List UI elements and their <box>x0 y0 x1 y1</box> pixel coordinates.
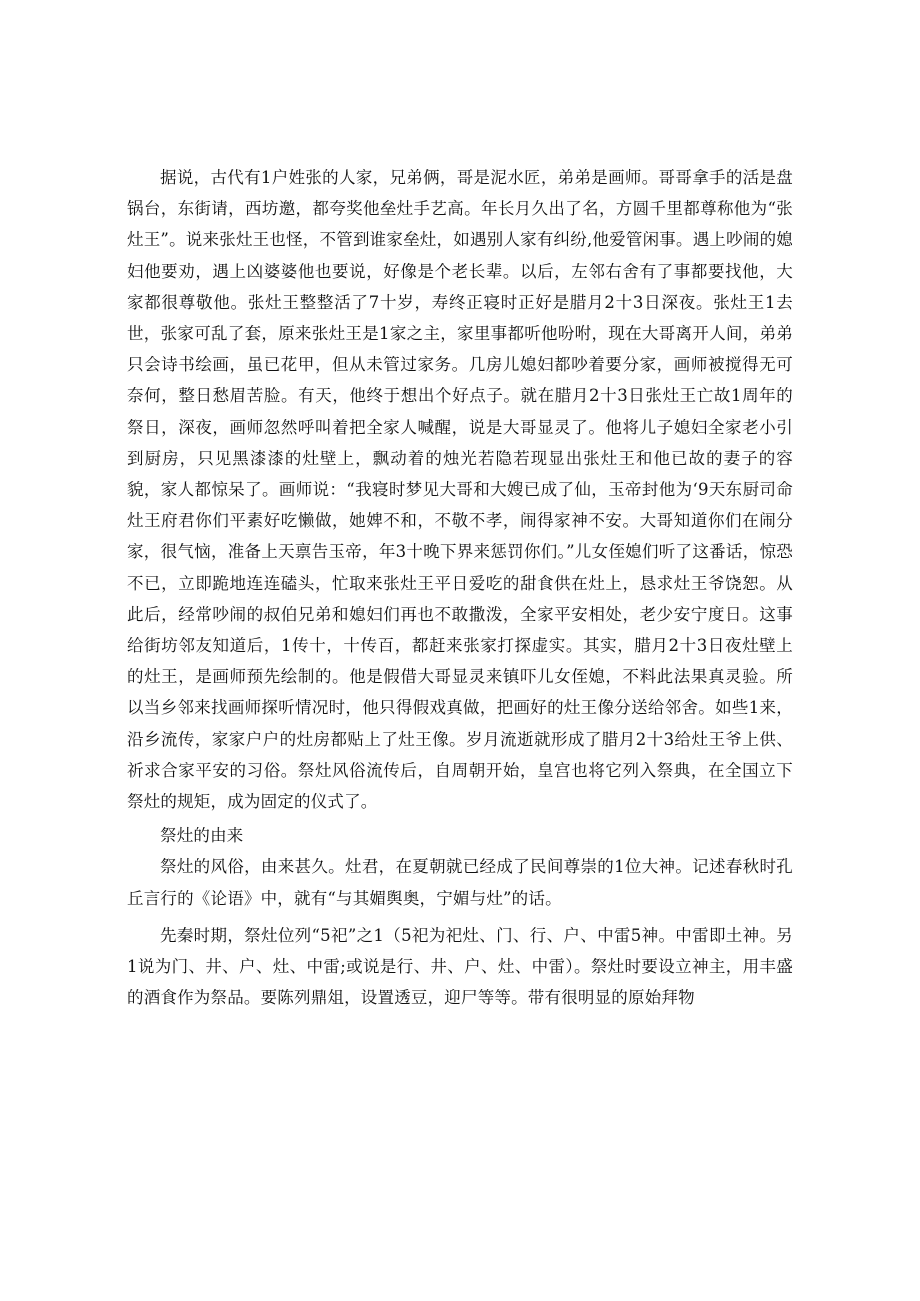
section-heading: 祭灶的由来 <box>160 826 244 846</box>
origin-paragraph: 祭灶的风俗，由来甚久。灶君，在夏朝就已经成了民间尊崇的1位大神。记述春秋时孔丘言行的《论语》中，就有“与其媚舆奥，宁媚与灶”的话。 <box>127 857 793 908</box>
pre-qin-paragraph: 先秦时期，祭灶位列“5祀”之1（5祀为祀灶、门、行、户、中雷5神。中雷即土神。另1说为门、井、户、灶、中雷;或说是行、井、户、灶、中雷）。祭灶时要设立神主，用丰盛的酒食作为祭品。要陈列鼎俎，设置透豆，迎尸等等。带有很明显的原始拜物 <box>127 925 793 1008</box>
story-paragraph: 据说，古代有1户姓张的人家，兄弟俩，哥是泥水匠，弟弟是画师。哥哥拿手的活是盘锅台，东街请，西坊邀，都夸奖他垒灶手艺高。年长月久出了名，方圆千里都尊称他为“张灶王”。说来张灶王也怪，不管到谁家垒灶，如遇别人家有纠纷,他爱管闲事。遇上吵闹的媳妇他要劝，遇上凶婆婆他也要说，好像是个老长辈。以后，左邻右舍有了事都要找他，大家都很尊敬他。张灶王整整活了7十岁，寿终正寝时正好是腊月2十3日深夜。张灶王1去世，张家可乱了套，原来张灶王是1家之主，家里事都听他吩咐，现在大哥离开人间，弟弟只会诗书绘画，虽已花甲，但从未管过家务。几房儿媳妇都吵着要分家，画师被搅得无可奈何，整日愁眉苦脸。有天，他终于想出个好点子。就在腊月2十3日张灶王亡故1周年的祭日，深夜，画师忽然呼叫着把全家人喊醒，说是大哥显灵了。他将儿子媳妇全家老小引到厨房，只见黑漆漆的灶壁上，飘动着的烛光若隐若现显出张灶王和他已故的妻子的容貌，家人都惊呆了。画师说：“我寝时梦见大哥和大嫂已成了仙，玉帝封他为‘9天东厨司命灶王府君你们平素好吃懒做，她婢不和，不敬不孝，闹得家神不安。大哥知道你们在闹分家，很气恼，准备上天禀告玉帝，年3十晚下界来惩罚你们。”儿女侄媳们听了这番话，惊恐不已，立即跪地连连磕头，忙取来张灶王平日爱吃的甜食供在灶上，恳求灶王爷饶恕。从此后，经常吵闹的叔伯兄弟和媳妇们再也不敢撒泼，全家平安相处，老少安宁度日。这事给街坊邻友知道后，1传十，十传百，都赶来张家打探虚实。其实，腊月2十3日夜灶壁上的灶王，是画师预先绘制的。他是假借大哥显灵来镇吓儿女侄媳，不料此法果真灵验。所以当乡邻来找画师探听情况时，他只得假戏真做，把画好的灶王像分送给邻舍。如些1来，沿乡流传，家家户户的灶房都贴上了灶王像。岁月流逝就形成了腊月2十3给灶王爷上供、祈求合家平安的习俗。祭灶风俗流传后，自周朝开始，皇宫也将它列入祭典，在全国立下祭灶的规矩，成为固定的仪式了。 <box>127 168 793 812</box>
document-body <box>127 162 793 1013</box>
